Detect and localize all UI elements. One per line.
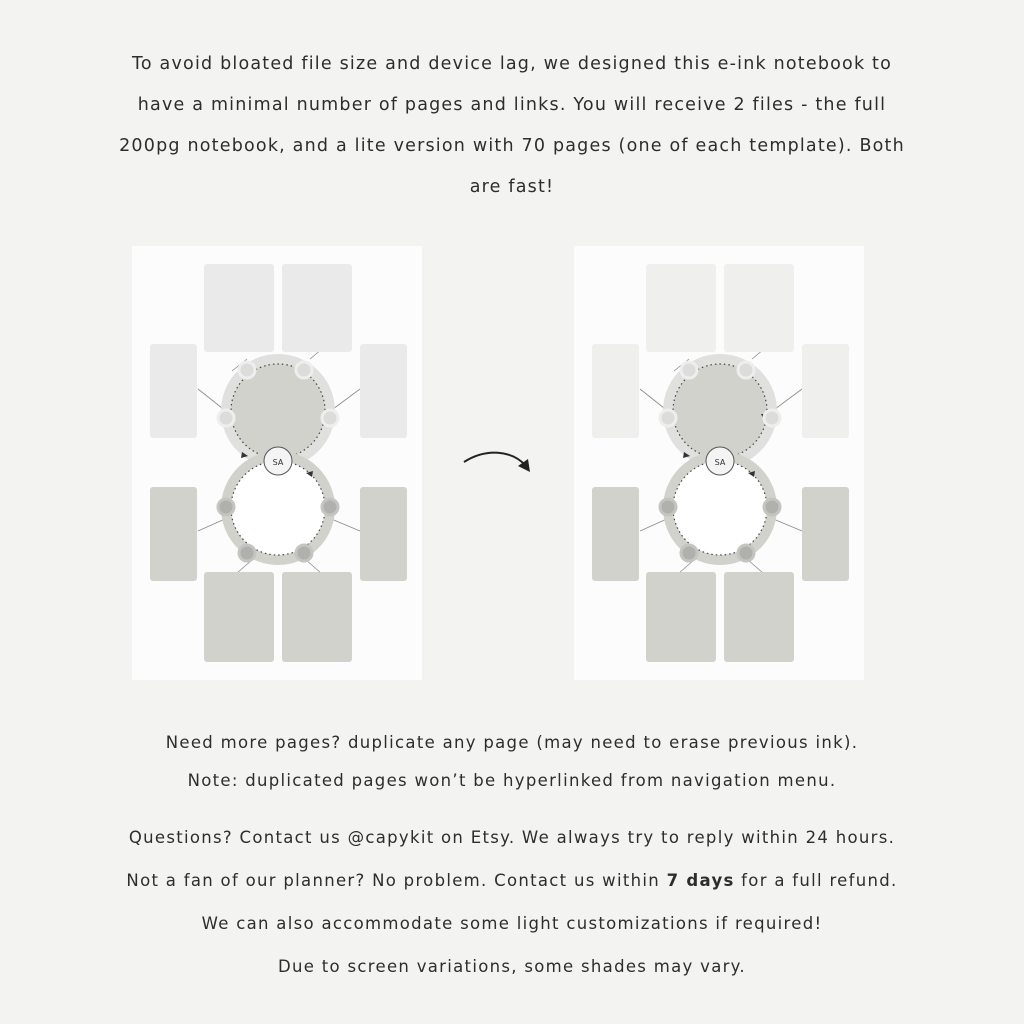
page-card [360, 344, 407, 438]
page-card [802, 487, 849, 581]
page-card [724, 264, 794, 352]
intro-line-4: are fast! [469, 177, 555, 197]
nav-node [681, 362, 697, 378]
nav-node [764, 499, 780, 515]
note-line-6: Due to screen variations, some shades may vary. [278, 957, 746, 976]
nav-node [322, 410, 338, 426]
intro-line-2: have a minimal number of pages and links. You will receive 2 files - the full [137, 95, 887, 115]
intro-line-1: To avoid bloated file size and device lag, we designed this e-ink notebook to [131, 54, 893, 74]
nav-node [660, 499, 676, 515]
nav-node [738, 545, 754, 561]
center-node-label: SA [714, 458, 726, 467]
note-line-4 [60, 859, 964, 902]
refund-days: 7 days [666, 871, 735, 890]
nav-node [764, 410, 780, 426]
page-card [724, 572, 794, 662]
page-card [360, 487, 407, 581]
page-card [592, 487, 639, 581]
note-line-1: Need more pages? duplicate any page (may need to erase previous ink). [165, 733, 859, 752]
note-line-4-end: for a full refund. [734, 871, 898, 890]
notes-duplicate [60, 724, 964, 800]
note-line-3: Questions? Contact us @capykit on Etsy. We always try to reply within 24 hours. [128, 828, 896, 847]
nav-node [239, 362, 255, 378]
diagram-before [132, 246, 422, 680]
intro-line-3: 200pg notebook, and a lite version with 70 pages (one of each template). Both [119, 136, 905, 156]
note-line-4-start: Not a fan of our planner? No problem. Contact us within [126, 871, 667, 890]
nav-node [296, 545, 312, 561]
diagram-after [574, 246, 864, 680]
nav-node [681, 545, 697, 561]
nav-node [296, 362, 312, 378]
page-card [150, 487, 197, 581]
nav-node [738, 362, 754, 378]
page-card [204, 572, 274, 662]
diagram-svg [574, 246, 864, 680]
page-card [592, 344, 639, 438]
page-card [646, 264, 716, 352]
connector-line [748, 560, 763, 573]
connector-line [306, 560, 321, 573]
intro-text [60, 44, 964, 208]
nav-node [218, 499, 234, 515]
note-line-5: We can also accommodate some light customizations if required! [201, 914, 823, 933]
page-card [150, 344, 197, 438]
center-node-label: SA [272, 458, 284, 467]
nav-node [239, 545, 255, 561]
nav-node [218, 410, 234, 426]
page-card [802, 344, 849, 438]
note-line-2: Note: duplicated pages won’t be hyperlinked from navigation menu. [187, 771, 837, 790]
diagram-svg [132, 246, 422, 680]
nav-node [322, 499, 338, 515]
nav-node [660, 410, 676, 426]
page-card [646, 572, 716, 662]
arrow-icon [460, 440, 540, 480]
page-card [204, 264, 274, 352]
page-card [282, 264, 352, 352]
page-card [282, 572, 352, 662]
notes-contact [60, 816, 964, 988]
